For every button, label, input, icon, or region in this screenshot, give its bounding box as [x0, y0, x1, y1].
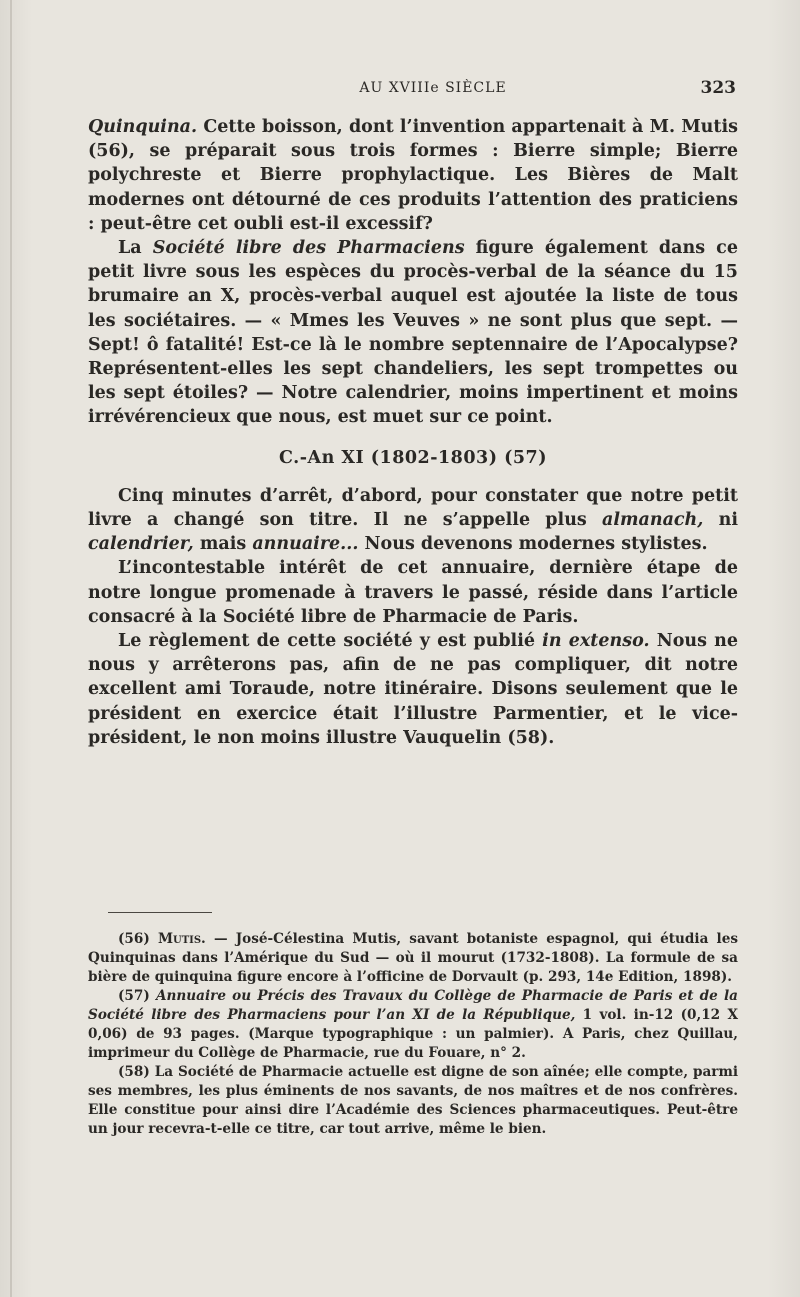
footnote-58: (58) La Société de Pharmacie actuelle est digne de son aînée; elle compte, parmi ses membres, les plus éminents de nos savants, de nos maîtres et de nos confrères. Elle constitue pour ainsi dire l’Académie des Sciences pharmaceutiques. Peut-être un jour recevra-t-elle ce titre, car tout arrive, même le bien.	[88, 1064, 738, 1137]
footnote-text: 1 vol. in-12 (0,12 X 0,06) de 93 pages. (Marque typographique : un palmier). A Paris, chez Quillau, imprimeur du Collège de Pharmacie, rue du Fouare, n° 2.	[88, 1007, 738, 1061]
paragraph-quinquina	[88, 115, 738, 236]
paragraph-societe-libre	[88, 236, 738, 430]
footnote-label: (57)	[118, 988, 156, 1004]
paragraph-text: mais	[193, 534, 253, 555]
paragraph-text: figure également dans ce petit livre sous les espèces du procès-verbal de la séance du 15 brumaire an X, procès-verbal auquel est ajoutée la liste de tous les sociétaires. — « Mmes les Veuves » ne sont plus que sept. — Sept! ô fatalité! Est-ce là le nombre septennaire de l’Apocalypse? Représentent-elles les sept chandeliers, les sept trompettes ou les sept étoiles? — Notre calendrier, moins impertinent et moins irrévérencieux que nous, est muet sur ce point.	[88, 238, 738, 428]
running-head	[90, 78, 736, 100]
footnote-text: — José-Célestina Mutis, savant botaniste espagnol, qui étudia les Quinquinas dans l’Amérique du Sud — où il mourut (1732-1808). La formule de sa bière de quinquina figure encore à l’officine de Dorvault (p. 293, 14e Edition, 1898).	[88, 931, 738, 985]
term-in-extenso: in extenso.	[542, 631, 650, 652]
term-calendrier: calendrier,	[88, 534, 194, 555]
paragraph-text: Cette boisson, dont l’invention appartenait à M. Mutis (56), se préparait sous trois formes : Bierre simple; Bierre polychreste et Bierre prophylactique. Les Bières de Malt modernes ont détourné de ces produits l’attention des praticiens : peut-être cet oubli est-il excessif?	[88, 117, 738, 234]
main-text	[88, 115, 738, 750]
paragraph-text: Nous devenons modernes stylistes.	[358, 534, 708, 555]
footnotes	[88, 930, 738, 1139]
page-number: 323	[700, 78, 736, 98]
paragraph-text: Cinq minutes d’arrêt, d’abord, pour constater que notre petit livre a changé son titre. Il ne s’appelle plus	[88, 485, 738, 531]
paragraph-cinq-minutes	[88, 484, 738, 557]
running-title: AU XVIIIe SIÈCLE	[359, 80, 507, 96]
quinquina-term: Quinquina.	[88, 117, 198, 137]
footnote-title: Annuaire ou Précis des Travaux du Collège de Pharmacie de Paris et de la Société libre des Pharmaciens pour l’an XI de la République,	[88, 988, 738, 1023]
footnote-57	[88, 987, 738, 1063]
paragraph-text: Nous ne nous y arrêterons pas, afin de ne pas compliquer, dit notre excellent ami Toraude, notre itinéraire. Disons seulement que le président en exercice était l’illustre Parmentier, et le vice-président, le non moins illustre Vauquelin (58).	[88, 631, 738, 748]
term-annuaire: annuaire...	[252, 534, 359, 555]
paragraph-text: La	[118, 238, 153, 259]
footnote-56	[88, 930, 738, 987]
paragraph-reglement	[88, 629, 738, 750]
term-almanach: almanach,	[602, 510, 704, 531]
paragraph-text: ni	[703, 510, 738, 531]
footnote-rule	[108, 912, 212, 913]
footnote-name: Mutis.	[157, 931, 206, 947]
section-heading: C.-An XI (1802-1803) (57)	[279, 447, 547, 468]
footnote-label: (56)	[118, 931, 158, 947]
page-gutter-edge	[10, 0, 12, 1297]
paragraph-incontestable: L’incontestable intérêt de cet annuaire, dernière étape de notre longue promenade à travers le passé, réside dans l’article consacré à la Société libre de Pharmacie de Paris.	[88, 558, 738, 627]
paragraph-text: Le règlement de cette société y est publié	[118, 631, 543, 652]
society-name: Société libre des Pharmaciens	[152, 238, 465, 259]
